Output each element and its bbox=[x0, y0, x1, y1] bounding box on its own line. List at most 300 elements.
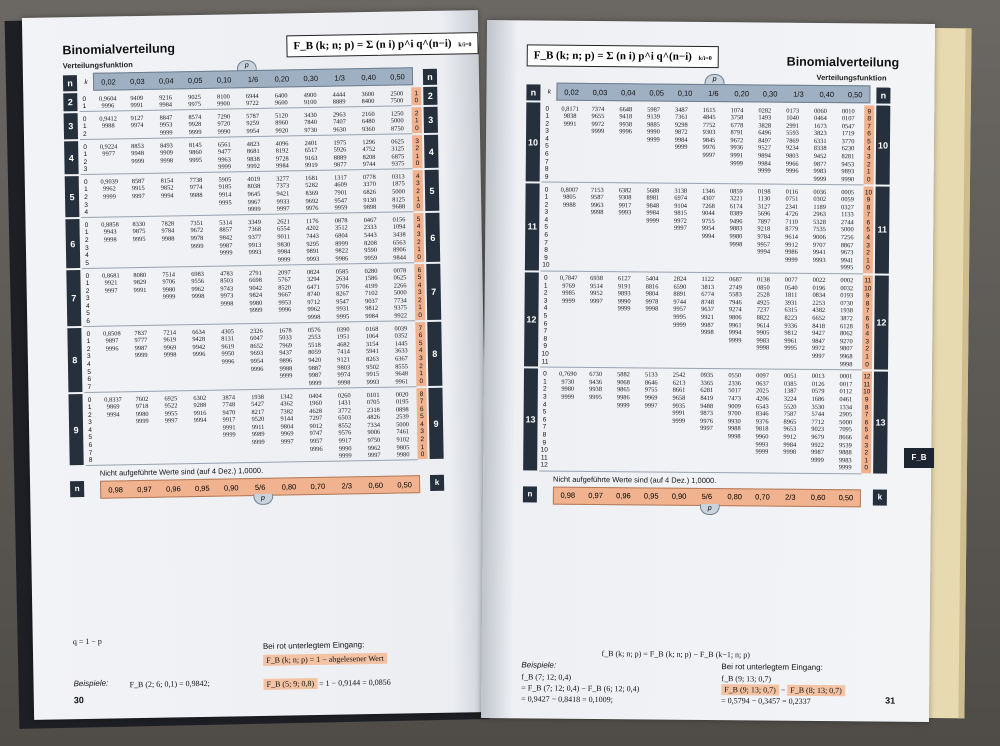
table-cell: 1040 bbox=[786, 114, 800, 122]
table-cell: 9730 bbox=[561, 378, 575, 386]
table-cell: 8400 bbox=[361, 97, 375, 106]
table-cell: 0585 bbox=[335, 267, 349, 276]
table-cell: 3277 bbox=[276, 175, 290, 183]
table-cell: 5404 bbox=[645, 275, 659, 283]
table-cell: 0385 bbox=[783, 380, 797, 388]
table-cell: 9997 bbox=[104, 287, 118, 295]
table-cell: 1938 bbox=[251, 393, 264, 401]
k-value: 2 bbox=[87, 411, 92, 419]
table-cell: 7382 bbox=[280, 408, 294, 416]
table-cell: 7374 bbox=[591, 105, 605, 113]
k-value: 10 bbox=[541, 350, 549, 358]
p-value-header: 0,02 bbox=[101, 76, 116, 87]
table-cell: 7840 bbox=[304, 119, 318, 127]
k-value: 0 bbox=[543, 274, 548, 282]
table-cell: 9672 bbox=[190, 227, 204, 235]
k-value-red: 2 bbox=[866, 249, 870, 257]
k-value-red: 0 bbox=[866, 176, 871, 184]
p-value-footer: 0,97 bbox=[137, 484, 152, 494]
table-cell: 6730 bbox=[589, 371, 603, 379]
k-value: 4 bbox=[84, 209, 89, 217]
table-cell: 9803 bbox=[785, 152, 799, 160]
k-value-red: 6 bbox=[418, 332, 423, 340]
probability-rows bbox=[95, 216, 414, 267]
table-cell: 0282 bbox=[758, 106, 772, 115]
k-value: 5 bbox=[542, 408, 547, 416]
k-value-red: 10 bbox=[863, 388, 871, 396]
table-cell: 9999 bbox=[249, 307, 263, 315]
table-cell: 9452 bbox=[813, 152, 827, 161]
table-cell: 9999 bbox=[338, 452, 352, 460]
probability-rows bbox=[97, 325, 416, 391]
table-cell bbox=[97, 317, 126, 325]
k-value: 0 bbox=[82, 115, 87, 123]
table-cell: 0,8171 bbox=[561, 105, 580, 113]
p-value-footer: 5/6 bbox=[254, 482, 266, 492]
table-cell: 7268 bbox=[701, 202, 715, 210]
table-cell: 6230 bbox=[841, 145, 855, 153]
table-cell bbox=[152, 165, 181, 173]
table-cell: 9547 bbox=[336, 298, 350, 306]
k-value: 0 bbox=[83, 143, 88, 151]
k-value-red: 7 bbox=[419, 398, 424, 406]
k-value: 2 bbox=[83, 130, 87, 138]
k-value-red: 7 bbox=[865, 307, 870, 315]
table-cell: 9990 bbox=[217, 128, 231, 136]
k-value-red: 1 bbox=[865, 353, 869, 361]
table-cell: 9938 bbox=[589, 386, 602, 394]
table-cell: 5583 bbox=[729, 291, 742, 299]
table-cell: 3512 bbox=[334, 224, 348, 233]
k-value-red: 8 bbox=[866, 204, 871, 212]
table-cell: 0935 bbox=[700, 372, 714, 380]
table-cell: 7290 bbox=[217, 113, 231, 121]
table-cell: 9377 bbox=[248, 233, 262, 242]
table-cell: 3758 bbox=[730, 114, 744, 122]
table-cell: 8208 bbox=[362, 153, 376, 161]
k-value-red: 2 bbox=[419, 362, 423, 370]
k-value: 4 bbox=[545, 135, 549, 143]
table-cell: 2160 bbox=[361, 110, 375, 118]
table-cell bbox=[182, 207, 211, 215]
example-2-minus: − bbox=[780, 685, 786, 695]
table-cell: 9980 bbox=[396, 451, 410, 459]
table-cell bbox=[95, 166, 124, 174]
k-values bbox=[539, 371, 550, 470]
k-values bbox=[80, 143, 91, 174]
table-cell: 9980 bbox=[249, 299, 263, 307]
q-definition: q = 1 − p bbox=[72, 636, 102, 647]
table-cell: 9645 bbox=[247, 190, 261, 199]
probability-rows bbox=[554, 275, 861, 369]
table-cell: 9427 bbox=[812, 330, 825, 338]
table-cell: 0327 bbox=[841, 203, 854, 211]
table-cell: 7535 bbox=[813, 226, 826, 234]
table-cell bbox=[127, 383, 156, 391]
p-value-footer: 0,50 bbox=[838, 493, 854, 503]
table-cell bbox=[695, 175, 723, 183]
table-cell: 1064 bbox=[365, 333, 379, 341]
table-cell: 9722 bbox=[245, 100, 259, 108]
k-value-red: 0 bbox=[415, 160, 420, 168]
table-cell bbox=[123, 165, 152, 173]
table-cell: 1334 bbox=[839, 403, 853, 411]
table-cell: 9774 bbox=[189, 184, 203, 192]
k-value: 9 bbox=[543, 343, 548, 351]
table-cell bbox=[123, 130, 152, 138]
k-value-red: 0 bbox=[417, 253, 422, 262]
table-cell: 9995 bbox=[840, 264, 854, 272]
page-number: 30 bbox=[73, 695, 84, 706]
k-value-red: 3 bbox=[420, 428, 425, 436]
table-cell: 5688 bbox=[646, 186, 660, 195]
table-cell: 6590 bbox=[673, 283, 687, 291]
example-2-rest: = 1 − 0,9144 = 0,0856 bbox=[319, 677, 391, 688]
table-cell: 4628 bbox=[309, 407, 323, 415]
n-value: 5 bbox=[69, 192, 75, 203]
table-cell: 7602 bbox=[135, 395, 149, 403]
table-cell: 9887 bbox=[308, 364, 322, 372]
table-cell: 8981 bbox=[646, 194, 660, 202]
k-value: 8 bbox=[543, 335, 548, 343]
table-cell: 6563 bbox=[392, 239, 406, 247]
k-value-red: 5 bbox=[864, 426, 869, 434]
k-values bbox=[81, 222, 92, 268]
table-cell: 4783 bbox=[220, 269, 233, 278]
table-cell bbox=[667, 174, 695, 182]
table-cell bbox=[100, 456, 129, 464]
p-header-row bbox=[556, 83, 870, 104]
table-cell: 0898 bbox=[395, 406, 409, 414]
table-cell: 7368 bbox=[248, 226, 262, 234]
table-cell: 8346 bbox=[755, 410, 769, 418]
table-cell: 2963 bbox=[332, 111, 346, 119]
table-cell bbox=[720, 464, 748, 472]
k-value-red: 0 bbox=[416, 203, 421, 211]
table-cell: 3874 bbox=[222, 393, 236, 402]
table-cell: 0625 bbox=[393, 274, 407, 282]
table-cell: 0196 bbox=[812, 284, 826, 292]
table-cell: 0,7690 bbox=[559, 370, 577, 379]
k-value: 0 bbox=[82, 95, 87, 103]
table-cell: 9997 bbox=[131, 192, 145, 201]
k-value-red: 5 bbox=[867, 138, 871, 146]
table-cell: 0579 bbox=[811, 388, 825, 396]
table-cell bbox=[156, 382, 185, 390]
table-cell: 9121 bbox=[337, 356, 351, 364]
table-cell bbox=[776, 464, 804, 472]
table-cell bbox=[213, 315, 242, 323]
table-cell bbox=[155, 316, 184, 324]
p-value-header: 1/6 bbox=[708, 88, 719, 98]
k-value: 7 bbox=[87, 383, 92, 391]
table-cell: 9960 bbox=[755, 433, 769, 441]
table-cell: 9998 bbox=[700, 329, 714, 337]
table-cell: 0625 bbox=[391, 137, 405, 146]
table-cell: 0352 bbox=[394, 332, 408, 340]
table-cell: 0751 bbox=[785, 195, 799, 203]
table-cell: 9920 bbox=[275, 127, 289, 135]
table-cell: 9933 bbox=[276, 198, 290, 206]
table-cell: 0404 bbox=[308, 392, 322, 400]
table-cell: 5941 bbox=[365, 348, 379, 356]
table-cell: 7102 bbox=[364, 290, 378, 298]
table-cell: 7712 bbox=[811, 418, 825, 426]
table-cell: 9259 bbox=[246, 120, 260, 128]
k-value: 0 bbox=[87, 396, 92, 404]
table-cell: 9009 bbox=[728, 402, 741, 410]
table-cell: 9987 bbox=[219, 242, 233, 250]
k-value-red: 3 bbox=[865, 338, 870, 346]
table-cell: 1176 bbox=[305, 217, 319, 225]
table-cell: 6554 bbox=[277, 225, 290, 234]
table-cell: 9998 bbox=[839, 360, 853, 368]
table-cell: 9999 bbox=[755, 448, 769, 456]
table-cell: 9984 bbox=[275, 162, 289, 170]
table-cell bbox=[154, 258, 183, 266]
table-cell: 9994 bbox=[757, 248, 771, 256]
k-values-red-input bbox=[413, 213, 424, 262]
table-cell: 4609 bbox=[334, 181, 348, 190]
table-cell: 7256 bbox=[840, 234, 854, 242]
table-cell: 9848 bbox=[646, 202, 660, 210]
table-cell: 8080 bbox=[133, 271, 147, 279]
table-cell: 1342 bbox=[279, 392, 293, 401]
table-cell: 7587 bbox=[783, 410, 797, 419]
table-cell: 2528 bbox=[756, 291, 770, 299]
table-cell: 8960 bbox=[275, 119, 289, 127]
table-cell: 0059 bbox=[841, 196, 854, 204]
n-value-right: 8 bbox=[432, 348, 438, 360]
table-cell: 9042 bbox=[249, 284, 263, 292]
table-cell: 9915 bbox=[366, 371, 380, 379]
table-cell: 9974 bbox=[337, 371, 351, 379]
table-cell: 0116 bbox=[785, 188, 799, 196]
p-value-header: 0,02 bbox=[564, 87, 579, 97]
table-cell bbox=[185, 382, 214, 390]
p-value-header: 0,20 bbox=[274, 73, 290, 84]
table-cell: 6778 bbox=[730, 121, 744, 129]
p-value-footer: 0,96 bbox=[616, 491, 631, 501]
table-cell bbox=[804, 360, 832, 368]
table-cell: 6938 bbox=[590, 275, 603, 283]
table-cell: 9914 bbox=[218, 191, 232, 199]
k-value-red: 3 bbox=[416, 231, 421, 239]
table-cell: 2991 bbox=[786, 122, 799, 130]
table-cell: 9804 bbox=[645, 290, 659, 298]
table-cell: 9999 bbox=[219, 249, 233, 257]
table-cell: 0097 bbox=[756, 372, 769, 380]
table-cell: 9522 bbox=[164, 402, 178, 410]
p-value-header: 0,20 bbox=[734, 88, 750, 98]
table-cell: 9888 bbox=[838, 449, 852, 457]
table-cell: 0824 bbox=[306, 268, 320, 276]
table-cell: 0,9604 bbox=[98, 94, 117, 103]
table-cell: 9360 bbox=[362, 125, 375, 133]
k-value-red: 11 bbox=[864, 277, 872, 285]
table-cell: 9707 bbox=[812, 241, 826, 249]
table-cell: 9025 bbox=[188, 93, 201, 101]
table-cell: 9999 bbox=[562, 297, 575, 305]
table-cell: 9037 bbox=[365, 297, 378, 305]
k-value: 0 bbox=[84, 221, 89, 229]
n-value: 3 bbox=[68, 121, 74, 132]
table-cell: 2963 bbox=[813, 211, 827, 219]
k-values bbox=[542, 105, 553, 181]
table-cell: 2539 bbox=[395, 413, 409, 421]
table-cell: 9980 bbox=[561, 386, 575, 394]
table-cell: 2333 bbox=[363, 224, 377, 232]
table-cell: 9921 bbox=[104, 279, 118, 287]
k-value: 1 bbox=[543, 378, 547, 386]
k-value: 5 bbox=[543, 312, 548, 320]
k-value-red: 0 bbox=[866, 264, 870, 272]
table-cell: 9805 bbox=[562, 193, 576, 201]
table-cell: 5987 bbox=[647, 105, 661, 114]
p-value-header: 1/6 bbox=[247, 74, 259, 84]
table-cell bbox=[184, 316, 213, 324]
n-value: 4 bbox=[68, 152, 74, 163]
red-input-heading: Bei rot unterlegtem Eingang: bbox=[262, 640, 365, 651]
k-value: 1 bbox=[83, 151, 88, 159]
k-values-red-input bbox=[862, 275, 873, 369]
k-value-red: 4 bbox=[418, 347, 423, 355]
k-value-red: 4 bbox=[417, 281, 422, 289]
table-cell: 7110 bbox=[785, 218, 799, 226]
table-cell: 1250 bbox=[390, 110, 404, 118]
k-value-red: 5 bbox=[417, 274, 422, 282]
table-cell bbox=[124, 208, 153, 216]
table-cell: 2401 bbox=[304, 139, 318, 147]
table-cell: 8145 bbox=[188, 141, 202, 149]
table-cell: 9994 bbox=[701, 233, 715, 241]
table-cell: 9962 bbox=[367, 444, 381, 452]
table-cell: 7828 bbox=[161, 220, 175, 228]
table-cell: 9421 bbox=[276, 190, 290, 198]
k-values-red-input bbox=[863, 186, 874, 273]
table-cell: 9999 bbox=[728, 337, 742, 345]
table-cell bbox=[244, 454, 273, 462]
table-cell: 8419 bbox=[700, 395, 714, 403]
example-2-highlight: F_B (5; 9; 0,8) bbox=[263, 678, 317, 690]
table-cell: 4202 bbox=[305, 225, 319, 233]
table-cell: 8493 bbox=[159, 141, 173, 150]
table-cell: 3138 bbox=[674, 187, 688, 195]
k-value: 10 bbox=[540, 446, 548, 454]
table-cell: 3823 bbox=[813, 130, 827, 138]
table-cell bbox=[125, 259, 154, 267]
table-cell: 8192 bbox=[275, 147, 289, 155]
table-cell: 7473 bbox=[728, 395, 741, 403]
table-cell bbox=[94, 130, 123, 138]
table-cell: 7748 bbox=[222, 401, 236, 409]
table-cell: 4845 bbox=[702, 114, 716, 122]
table-cell: 4682 bbox=[336, 341, 350, 349]
table-cell: 9999 bbox=[103, 193, 116, 201]
table-cell: 7869 bbox=[785, 137, 799, 145]
table-cell: 0313 bbox=[391, 173, 405, 181]
table-cell: 9995 bbox=[336, 313, 350, 321]
k-value-red: 10 bbox=[864, 285, 872, 293]
table-cell: 9976 bbox=[305, 205, 319, 213]
table-cell: 9931 bbox=[336, 305, 350, 314]
table-cell: 0195 bbox=[395, 398, 409, 406]
table-cell bbox=[243, 381, 272, 389]
example-1-line-3: = 0,9427 − 0,8418 = 0,1009; bbox=[521, 694, 613, 705]
table-cell: 9688 bbox=[392, 203, 406, 211]
examples-label: Beispiele: bbox=[73, 678, 109, 689]
k-value: 9 bbox=[544, 254, 548, 262]
table-cell: 9954 bbox=[701, 225, 715, 233]
table-cell bbox=[637, 359, 665, 367]
k-value: 6 bbox=[542, 416, 547, 424]
table-cell: 8853 bbox=[131, 142, 144, 150]
k-value: 2 bbox=[545, 120, 549, 128]
k-value: 6 bbox=[543, 320, 548, 328]
table-cell: 9873 bbox=[700, 410, 714, 418]
k-values-red-input bbox=[414, 264, 425, 320]
table-cell: 5593 bbox=[786, 129, 799, 138]
formula-sum-limits: k/i=0 bbox=[458, 42, 472, 49]
table-cell: 9755 bbox=[701, 217, 715, 225]
table-cell: 0078 bbox=[393, 266, 407, 275]
table-cell: 9547 bbox=[334, 197, 348, 205]
table-cell: 9672 bbox=[730, 137, 744, 145]
k-value: 7 bbox=[88, 449, 93, 457]
table-cell: 9006 bbox=[367, 429, 381, 437]
k-value-red: 5 bbox=[866, 226, 871, 234]
k-value-red: 2 bbox=[420, 436, 425, 444]
table-cell: 0859 bbox=[729, 187, 743, 195]
table-cell bbox=[721, 360, 749, 368]
table-cell: 9989 bbox=[251, 431, 265, 439]
table-cell: 9999 bbox=[162, 293, 176, 301]
k-value-red: 0 bbox=[419, 377, 424, 385]
table-cell: 9336 bbox=[784, 322, 798, 330]
table-cell: 1811 bbox=[784, 291, 798, 300]
table-cell: 1317 bbox=[333, 174, 347, 182]
table-cell: 9915 bbox=[131, 185, 145, 193]
table-cell: 5000 bbox=[839, 419, 853, 427]
table-cell: 9520 bbox=[251, 416, 265, 424]
table-cell bbox=[241, 257, 270, 265]
table-cell: 9860 bbox=[189, 149, 202, 157]
n-value: 12 bbox=[526, 314, 537, 325]
p-value-footer: 5/6 bbox=[701, 492, 713, 502]
table-cell: 9852 bbox=[160, 184, 174, 193]
table-cell: 1445 bbox=[394, 340, 408, 348]
table-cell: 3770 bbox=[841, 138, 855, 146]
table-cell: 9744 bbox=[362, 161, 376, 169]
k-value: 7 bbox=[544, 158, 549, 166]
table-cell bbox=[215, 454, 244, 462]
k-value: 8 bbox=[88, 457, 93, 465]
table-cell bbox=[637, 463, 665, 471]
table-cell: 5518 bbox=[308, 341, 321, 349]
table-cell: 2542 bbox=[672, 371, 686, 380]
section-tab-fb[interactable]: F_B bbox=[904, 448, 934, 468]
table-cell: 6517 bbox=[304, 146, 318, 155]
table-cell: 9941 bbox=[840, 256, 854, 265]
k-value: 6 bbox=[86, 317, 91, 326]
header-k: k bbox=[547, 88, 552, 96]
table-cell: 9917 bbox=[338, 437, 352, 445]
table-note: Nicht aufgeführte Werte sind (auf 4 Dez.) 1,0000. bbox=[553, 474, 717, 485]
table-cell: 9437 bbox=[279, 349, 293, 358]
table-cell: 9993 bbox=[366, 378, 380, 386]
table-cell: 7407 bbox=[333, 118, 346, 126]
table-cell: 9957 bbox=[673, 306, 687, 314]
